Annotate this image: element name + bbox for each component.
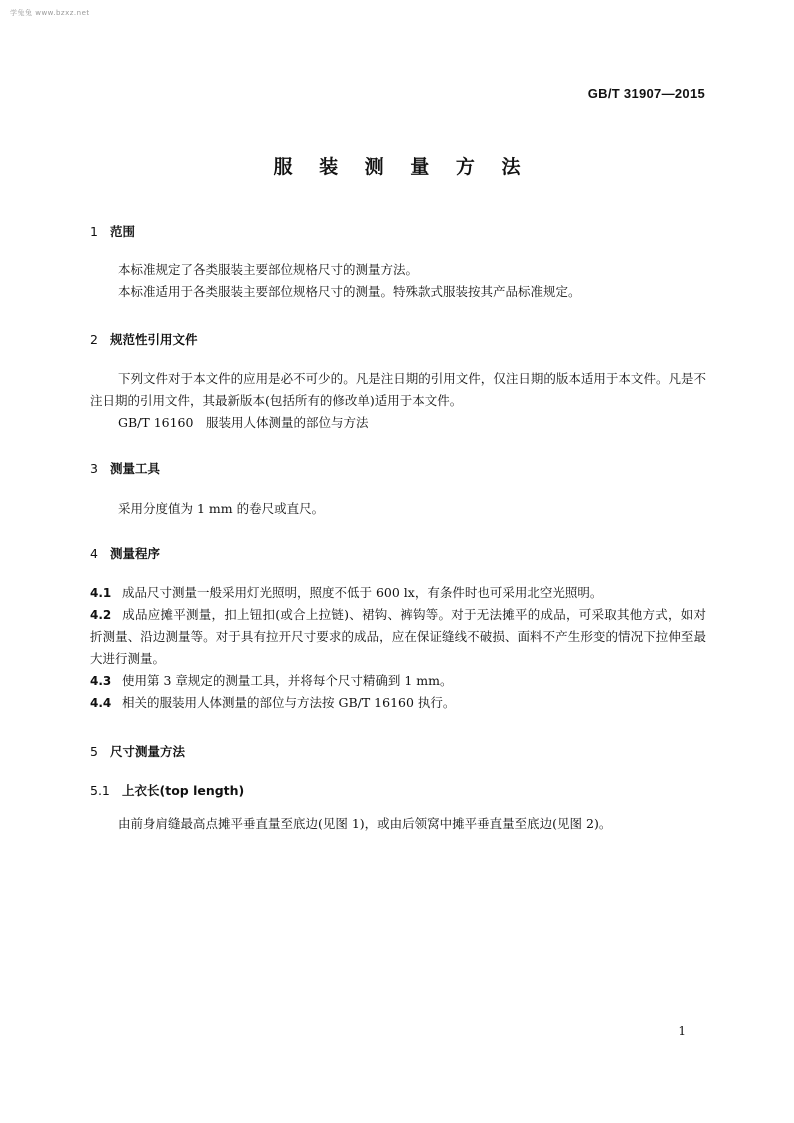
watermark-text: 学兔兔 www.bzxz.net (10, 9, 90, 17)
section-number: 4 (90, 546, 98, 561)
section-number: 1 (90, 224, 98, 239)
paragraph: 采用分度值为 1 mm 的卷尺或直尺。 (118, 501, 325, 516)
clause-4-3: 4.3 使用第 3 章规定的测量工具，并将每个尺寸精确到 1 mm。 (90, 670, 706, 692)
section-title: 测量工具 (110, 461, 161, 476)
standard-number: GB/T 31907—2015 (587, 86, 705, 101)
clause-number: 4.4 (90, 696, 112, 710)
subsection-heading-5-1 (90, 781, 244, 799)
section-5-1-body (90, 813, 706, 835)
section-heading-4 (90, 544, 160, 562)
section-3-body (90, 498, 706, 520)
section-2-body (90, 368, 706, 434)
section-number: 5 (90, 744, 98, 759)
clause-number: 4.1 (90, 586, 112, 600)
section-title: 尺寸测量方法 (110, 744, 186, 759)
page-number: 1 (678, 1024, 686, 1038)
section-title: 测量程序 (110, 546, 161, 561)
clause-4-4: 4.4 相关的服装用人体测量的部位与方法按 GB/T 16160 执行。 (90, 692, 706, 714)
section-1-body (90, 259, 706, 303)
paragraph: 本标准适用于各类服装主要部位规格尺寸的测量。特殊款式服装按其产品标准规定。 (118, 284, 581, 299)
section-4-body (90, 582, 706, 714)
paragraph: 下列文件对于本文件的应用是必不可少的。凡是注日期的引用文件，仅注日期的版本适用于本文件。凡是不注日期的引用文件，其最新版本(包括所有的修改单)适用于本文件。 (90, 371, 706, 408)
subsection-title: 上衣长(top length) (122, 783, 245, 798)
section-number: 3 (90, 461, 98, 476)
clause-number: 4.2 (90, 608, 112, 622)
document-title: 服 装 测 量 方 法 (273, 156, 531, 178)
clause-number: 4.3 (90, 674, 112, 688)
section-heading-5 (90, 742, 185, 760)
section-number: 2 (90, 332, 98, 347)
normative-reference: GB/T 16160 服装用人体测量的部位与方法 (118, 415, 369, 430)
subsection-number: 5.1 (90, 783, 110, 798)
paragraph: 本标准规定了各类服装主要部位规格尺寸的测量方法。 (118, 262, 419, 277)
section-heading-2 (90, 330, 198, 348)
section-title: 规范性引用文件 (110, 332, 198, 347)
clause-4-2: 4.2 成品应摊平测量，扣上钮扣(或合上拉链)、裙钩、裤钩等。对于无法摊平的成品，可采取其他方式，如对折测量、沿边测量等。对于具有拉开尺寸要求的成品，应在保证缝线不破损、面料不产生形变的情况下拉伸至最大进行测量。 (90, 604, 706, 670)
section-title: 范围 (110, 224, 136, 239)
clause-4-1: 4.1 成品尺寸测量一般采用灯光照明，照度不低于 600 lx，有条件时也可采用北空光照明。 (90, 582, 706, 604)
paragraph: 由前身肩缝最高点摊平垂直量至底边(见图 1)，或由后领窝中摊平垂直量至底边(见图 2)。 (118, 816, 612, 831)
section-heading-1 (90, 222, 135, 240)
section-heading-3 (90, 459, 160, 477)
